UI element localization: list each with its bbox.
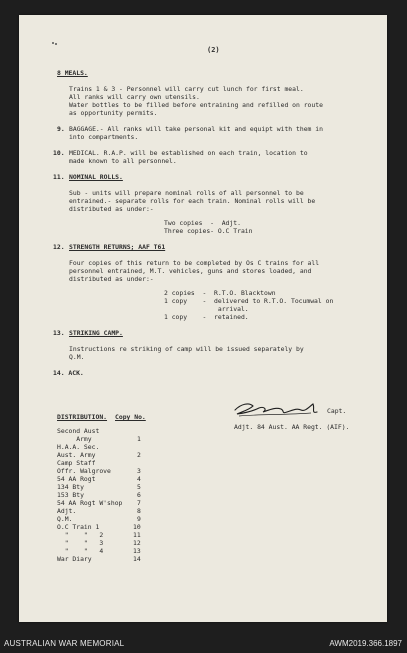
distribution-recipient: Adjt. (57, 507, 77, 515)
medical-line: made known to all personnel. (69, 157, 177, 165)
medical-line: MEDICAL. R.A.P. will be established on each train, location to (69, 149, 308, 157)
strength-number: 12. (53, 243, 65, 251)
distribution-copy-no: 8 (137, 507, 141, 515)
distribution-recipient: Army (57, 435, 92, 443)
distribution-recipient: 54 AA Rogt (57, 475, 96, 483)
distribution-recipient: Q.M. (57, 515, 73, 523)
nominal-line: Sub - units will prepare nominal rolls of all personnel to be (69, 189, 304, 197)
strength-line: personnel entrained, M.T. vehicles, guns and stores loaded, and (69, 267, 312, 275)
nominal-copy: Three copies- O.C Train (164, 227, 253, 235)
strength-copy: 1 copy - delivered to R.T.O. Tocumwal on (164, 297, 334, 305)
distribution-copy-no: 6 (137, 491, 141, 499)
nominal-line: distributed as under:- (69, 205, 154, 213)
strength-copy: arrival. (164, 305, 249, 313)
punch-mark (52, 42, 54, 44)
strength-copy: 1 copy - retained. (164, 313, 249, 321)
distribution-copy-no: 1 (137, 435, 141, 443)
handwritten-signature (231, 398, 323, 424)
ack-line: 14. ACK. (53, 369, 84, 377)
strength-line: distributed as under:- (69, 275, 154, 283)
distribution-copy-no: 2 (137, 451, 141, 459)
distribution-copy-no: 11 (133, 531, 141, 539)
meals-line: Water bottles to be filled before entraining and refilled on route (69, 101, 323, 109)
archive-footer (0, 636, 407, 653)
baggage-number: 9. (57, 125, 65, 133)
distribution-copy-no: 14 (133, 555, 141, 563)
striking-line: Instructions re striking of camp will be issued separately by (69, 345, 304, 353)
nominal-number: 11. (53, 173, 65, 181)
distribution-copy-no: 10 (133, 523, 141, 531)
distribution-recipient: O.C Train 1 (57, 523, 100, 531)
distribution-recipient: " " 2 (57, 531, 104, 539)
nominal-heading: NOMINAL ROLLS. (69, 173, 123, 181)
nominal-line: entrained.- separate rolls for each train. Nominal rolls will be (69, 197, 316, 205)
distribution-recipient: 54 AA Rogt W'shop (57, 499, 123, 507)
distribution-heading: DISTRIBUTION. (57, 413, 108, 421)
striking-line: Q.M. (69, 353, 85, 361)
distribution-copy-no: 9 (137, 515, 141, 523)
distribution-recipient: 153 Bty (57, 491, 84, 499)
nominal-copy: Two copies - Adjt. (164, 219, 241, 227)
meals-line: All ranks will carry own utensils. (69, 93, 200, 101)
distribution-recipient: Second Aust (57, 427, 100, 435)
punch-mark (55, 43, 57, 45)
distribution-copy-no: 13 (133, 547, 141, 555)
medical-number: 10. (53, 149, 65, 157)
archive-name: AUSTRALIAN WAR MEMORIAL (4, 639, 125, 648)
distribution-recipient: H.A.A. Sec. (57, 443, 100, 451)
distribution-copy-no: 3 (137, 467, 141, 475)
page-number: (2) (207, 46, 220, 54)
meals-line: as opportunity permits. (69, 109, 158, 117)
document-page (19, 15, 387, 622)
strength-copy: 2 copies - R.T.O. Blacktown (164, 289, 276, 297)
baggage-line: BAGGAGE.- All ranks will take personal kit and equipt with them in (69, 125, 323, 133)
signature-rank: Capt. (327, 407, 347, 415)
copy-number-heading: Copy No. (115, 413, 146, 421)
distribution-copy-no: 5 (137, 483, 141, 491)
distribution-copy-no: 12 (133, 539, 141, 547)
baggage-line: into compartments. (69, 133, 139, 141)
strength-line: Four copies of this return to be completed by Os C trains for all (69, 259, 320, 267)
distribution-copy-no: 7 (137, 499, 141, 507)
accession-number: AWM2019.366.1897 (329, 639, 402, 648)
distribution-copy-no: 4 (137, 475, 141, 483)
meals-heading: 8 MEALS. (57, 69, 88, 77)
distribution-recipient: War Diary (57, 555, 92, 563)
meals-line: Trains 1 & 3 - Personnel will carry cut lunch for first meal. (69, 85, 304, 93)
distribution-recipient: 134 Bty (57, 483, 84, 491)
distribution-recipient: Camp Staff (57, 459, 96, 467)
distribution-recipient: " " 4 (57, 547, 104, 555)
striking-number: 13. (53, 329, 65, 337)
distribution-recipient: " " 3 (57, 539, 104, 547)
strength-heading: STRENGTH RETURNS; AAF T61 (69, 243, 166, 251)
distribution-recipient: Aust. Army (57, 451, 96, 459)
striking-heading: STRIKING CAMP. (69, 329, 123, 337)
signature-appointment: Adjt. 84 Aust. AA Regt. (AIF). (234, 423, 350, 431)
distribution-recipient: Offr. Walgrove (57, 467, 111, 475)
